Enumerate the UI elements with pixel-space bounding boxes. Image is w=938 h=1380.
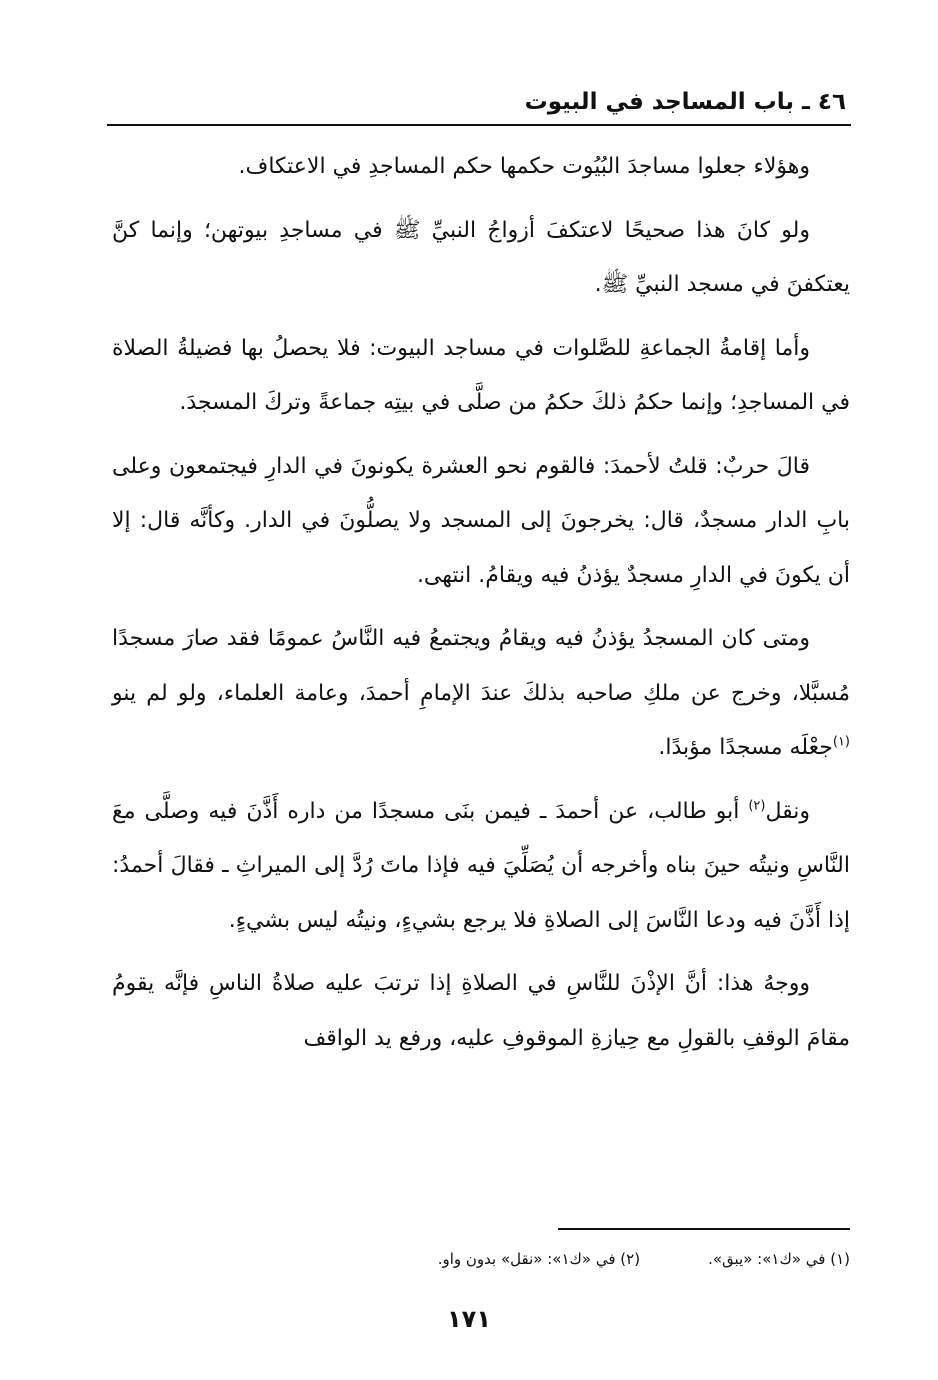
paragraph-5-text-b: جعْلَه مسجدًا مؤبدًا. bbox=[658, 735, 833, 760]
footnote-2: (٢) في «ك١»: «نقل» بدون واو. bbox=[437, 1250, 641, 1268]
paragraph-7: ووجهُ هذا: أنَّ الإذْنَ للنَّاسِ في الصلاةِ إذا ترتبَ عليه صلاةُ الناسِ فإنَّه يقومُ مقامَ الوقفِ بالقولِ مع حِيازةِ الموقوفِ عليه، ورفع يد الواقف bbox=[112, 971, 850, 1051]
paragraph-4: قالَ حربٌ: قلتُ لأحمدَ: فالقوم نحو العشرة يكونونَ في الدارِ فيجتمعون وعلى بابِ الدار مسجدٌ، قال: يخرجونَ إلى المسجد ولا يصلُّونَ في الدار. وكأنَّه قال: إلا أن يكونَ في الدارِ مسجدٌ يؤذنُ فيه ويقامُ. انتهى. bbox=[112, 453, 850, 588]
paragraph-6-text-b: أبو طالب، عن أحمدَ ـ فيمن بنَى مسجدًا من داره أَذَّنَ فيه وصلَّى معَ النَّاسِ ونيتُه حينَ بناه وأخرجه أن يُصَلِّيَ فيه فإذا ماتَ رُدَّ إلى الميراثِ ـ فقالَ أحمدُ: إذا أَذَّنَ فيه ودعا النَّاسَ إلى الصلاةِ فلا يرجع بشيءٍ، ونيتُه ليس بشيءٍ. bbox=[112, 798, 850, 933]
footnote-ref-1: (١) bbox=[832, 734, 850, 750]
main-text bbox=[112, 140, 850, 1075]
footnotes bbox=[250, 1246, 850, 1272]
paragraph-5 bbox=[112, 612, 850, 776]
footnote-1: (١) في «ك١»: «يبق». bbox=[708, 1250, 850, 1268]
paragraph-6 bbox=[112, 785, 850, 949]
footnote-ref-2: (٢) bbox=[748, 798, 766, 814]
paragraph-6-text-a: ونقل bbox=[765, 798, 810, 824]
paragraph-3: وأما إقامةُ الجماعةِ للصَّلوات في مساجد البيوت: فلا يحصلُ بها فضيلةُ الصلاة في المساجدِ؛ وإنما حكمُ ذلكَ حكمُ من صلَّى في بيتِه جماعةً وتركَ المسجدَ. bbox=[112, 335, 850, 415]
header-rule bbox=[107, 124, 851, 126]
footnote-rule bbox=[558, 1228, 850, 1230]
page-number: ١٧١ bbox=[447, 1305, 491, 1333]
paragraph-2: ولو كانَ هذا صحيحًا لاعتكفَ أزواجُ النبيِّ ﷺ في مساجدِ بيوتهن؛ وإنما كنَّ يعتكفنَ في مسجد النبيِّ ﷺ. bbox=[112, 217, 850, 297]
paragraph-1: وهؤلاء جعلوا مساجدَ البُيُوت حكمها حكم المساجدِ في الاعتكاف. bbox=[238, 154, 810, 179]
running-head: ٤٦ ـ باب المساجد في البيوت bbox=[524, 89, 846, 115]
paragraph-5-text-a: ومتى كان المسجدُ يؤذنُ فيه ويقامُ ويجتمعُ فيه النَّاسُ عمومًا فقد صارَ مسجدًا مُسبَّلا، وخرج عن ملكِ صاحبه بذلكَ عندَ الإمامِ أحمدَ، وعامة العلماء، ولو لم ينو bbox=[112, 626, 850, 706]
